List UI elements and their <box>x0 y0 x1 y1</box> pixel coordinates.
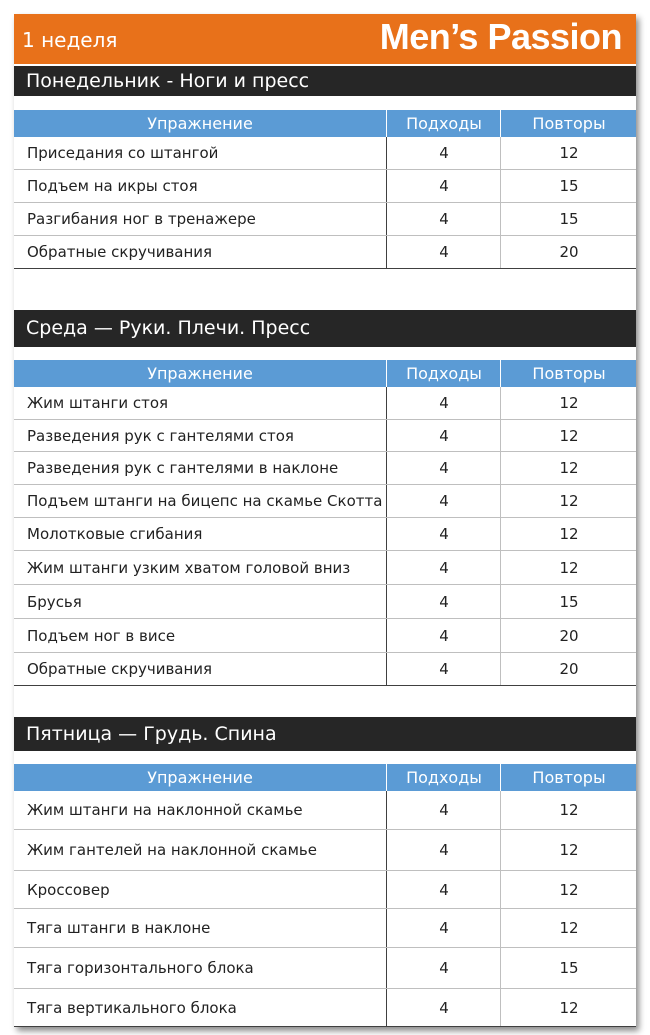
day-title-text: Среда — Руки. Плечи. Пресс <box>26 317 311 339</box>
sets-cell: 4 <box>386 989 501 1026</box>
table-row <box>14 989 636 1027</box>
exercise-cell: Обратные скручивания <box>27 243 213 261</box>
reps-cell: 12 <box>500 871 636 908</box>
exercise-cell: Жим штанги узким хватом головой вниз <box>27 558 351 577</box>
reps-cell: 15 <box>500 203 636 235</box>
exercise-cell: Разведения рук с гантелями стоя <box>27 426 294 445</box>
day-table <box>14 791 636 1027</box>
table-row <box>14 653 636 686</box>
sets-cell: 4 <box>386 585 501 618</box>
table-row <box>14 585 636 619</box>
reps-cell: 12 <box>500 387 636 419</box>
sets-cell: 4 <box>386 236 501 268</box>
table-row <box>14 485 636 518</box>
week-label: 1 неделя <box>22 28 118 52</box>
col-exercise: Упражнение <box>147 114 253 133</box>
table-row <box>14 236 636 269</box>
col-sets: Подходы <box>386 110 501 137</box>
reps-cell: 20 <box>500 236 636 268</box>
reps-cell: 20 <box>500 619 636 652</box>
day-title <box>14 717 636 751</box>
sets-cell: 4 <box>386 653 501 685</box>
brand-logo-text: Men’s Passion <box>379 16 622 57</box>
sets-cell: 4 <box>386 203 501 235</box>
day-table <box>14 137 636 269</box>
exercise-cell: Кроссовер <box>27 880 110 899</box>
table-row <box>14 420 636 452</box>
sets-cell: 4 <box>386 387 501 419</box>
exercise-cell: Тяга горизонтального блока <box>27 959 254 977</box>
table-row <box>14 791 636 830</box>
reps-cell: 15 <box>500 170 636 202</box>
col-exercise: Упражнение <box>147 768 253 787</box>
table-row <box>14 137 636 170</box>
reps-cell: 12 <box>500 551 636 584</box>
exercise-cell: Разгибания ног в тренажере <box>27 210 256 228</box>
col-exercise: Упражнение <box>147 364 253 383</box>
sets-cell: 4 <box>386 485 501 517</box>
table-row <box>14 518 636 551</box>
sets-cell: 4 <box>386 830 501 870</box>
table-row <box>14 871 636 909</box>
sets-cell: 4 <box>386 137 501 169</box>
sets-cell: 4 <box>386 420 501 451</box>
sets-cell: 4 <box>386 791 501 829</box>
exercise-cell: Жим штанги стоя <box>27 394 169 412</box>
reps-cell: 15 <box>500 948 636 988</box>
exercise-cell: Жим штанги на наклонной скамье <box>27 801 303 819</box>
day-table <box>14 387 636 686</box>
table-row <box>14 452 636 485</box>
reps-cell: 12 <box>500 137 636 169</box>
reps-cell: 12 <box>500 420 636 451</box>
reps-cell: 12 <box>500 518 636 550</box>
sets-cell: 4 <box>386 551 501 584</box>
table-row <box>14 948 636 989</box>
exercise-cell: Подъем на икры стоя <box>27 177 198 195</box>
reps-cell: 12 <box>500 791 636 829</box>
sets-cell: 4 <box>386 170 501 202</box>
reps-cell: 15 <box>500 585 636 618</box>
col-reps: Повторы <box>500 110 636 137</box>
sets-cell: 4 <box>386 909 501 947</box>
col-reps: Повторы <box>500 764 636 791</box>
col-sets: Подходы <box>386 764 501 791</box>
exercise-cell: Подъем штанги на бицепс на скамье Скотта <box>27 492 383 510</box>
reps-cell: 12 <box>500 989 636 1026</box>
exercise-cell: Разведения рук с гантелями в наклоне <box>27 459 339 477</box>
exercise-cell: Молотковые сгибания <box>27 525 203 543</box>
exercise-cell: Обратные скручивания <box>27 660 213 678</box>
exercise-cell: Брусья <box>27 592 82 611</box>
exercise-cell: Тяга штанги в наклоне <box>27 919 211 937</box>
reps-cell: 12 <box>500 830 636 870</box>
reps-cell: 12 <box>500 909 636 947</box>
table-row <box>14 387 636 420</box>
table-header <box>14 360 636 387</box>
reps-cell: 12 <box>500 452 636 484</box>
col-sets: Подходы <box>386 360 501 387</box>
table-row <box>14 619 636 653</box>
table-row <box>14 830 636 871</box>
reps-cell: 20 <box>500 653 636 685</box>
col-reps: Повторы <box>500 360 636 387</box>
exercise-cell: Приседания со штангой <box>27 144 219 162</box>
sets-cell: 4 <box>386 518 501 550</box>
day-title-text: Понедельник - Ноги и пресс <box>26 70 310 92</box>
reps-cell: 12 <box>500 485 636 517</box>
day-title-text: Пятница — Грудь. Спина <box>26 723 277 745</box>
sets-cell: 4 <box>386 948 501 988</box>
table-row <box>14 170 636 203</box>
day-title <box>14 66 636 96</box>
table-header <box>14 110 636 137</box>
workout-sheet <box>14 14 636 1027</box>
table-row <box>14 909 636 948</box>
exercise-cell: Подъем ног в висе <box>27 626 176 645</box>
sets-cell: 4 <box>386 619 501 652</box>
exercise-cell: Тяга вертикального блока <box>27 998 237 1017</box>
sets-cell: 4 <box>386 871 501 908</box>
exercise-cell: Жим гантелей на наклонной скамье <box>27 841 317 859</box>
header-bar <box>14 14 636 64</box>
sets-cell: 4 <box>386 452 501 484</box>
table-header <box>14 764 636 791</box>
table-row <box>14 203 636 236</box>
table-row <box>14 551 636 585</box>
day-title <box>14 310 636 347</box>
